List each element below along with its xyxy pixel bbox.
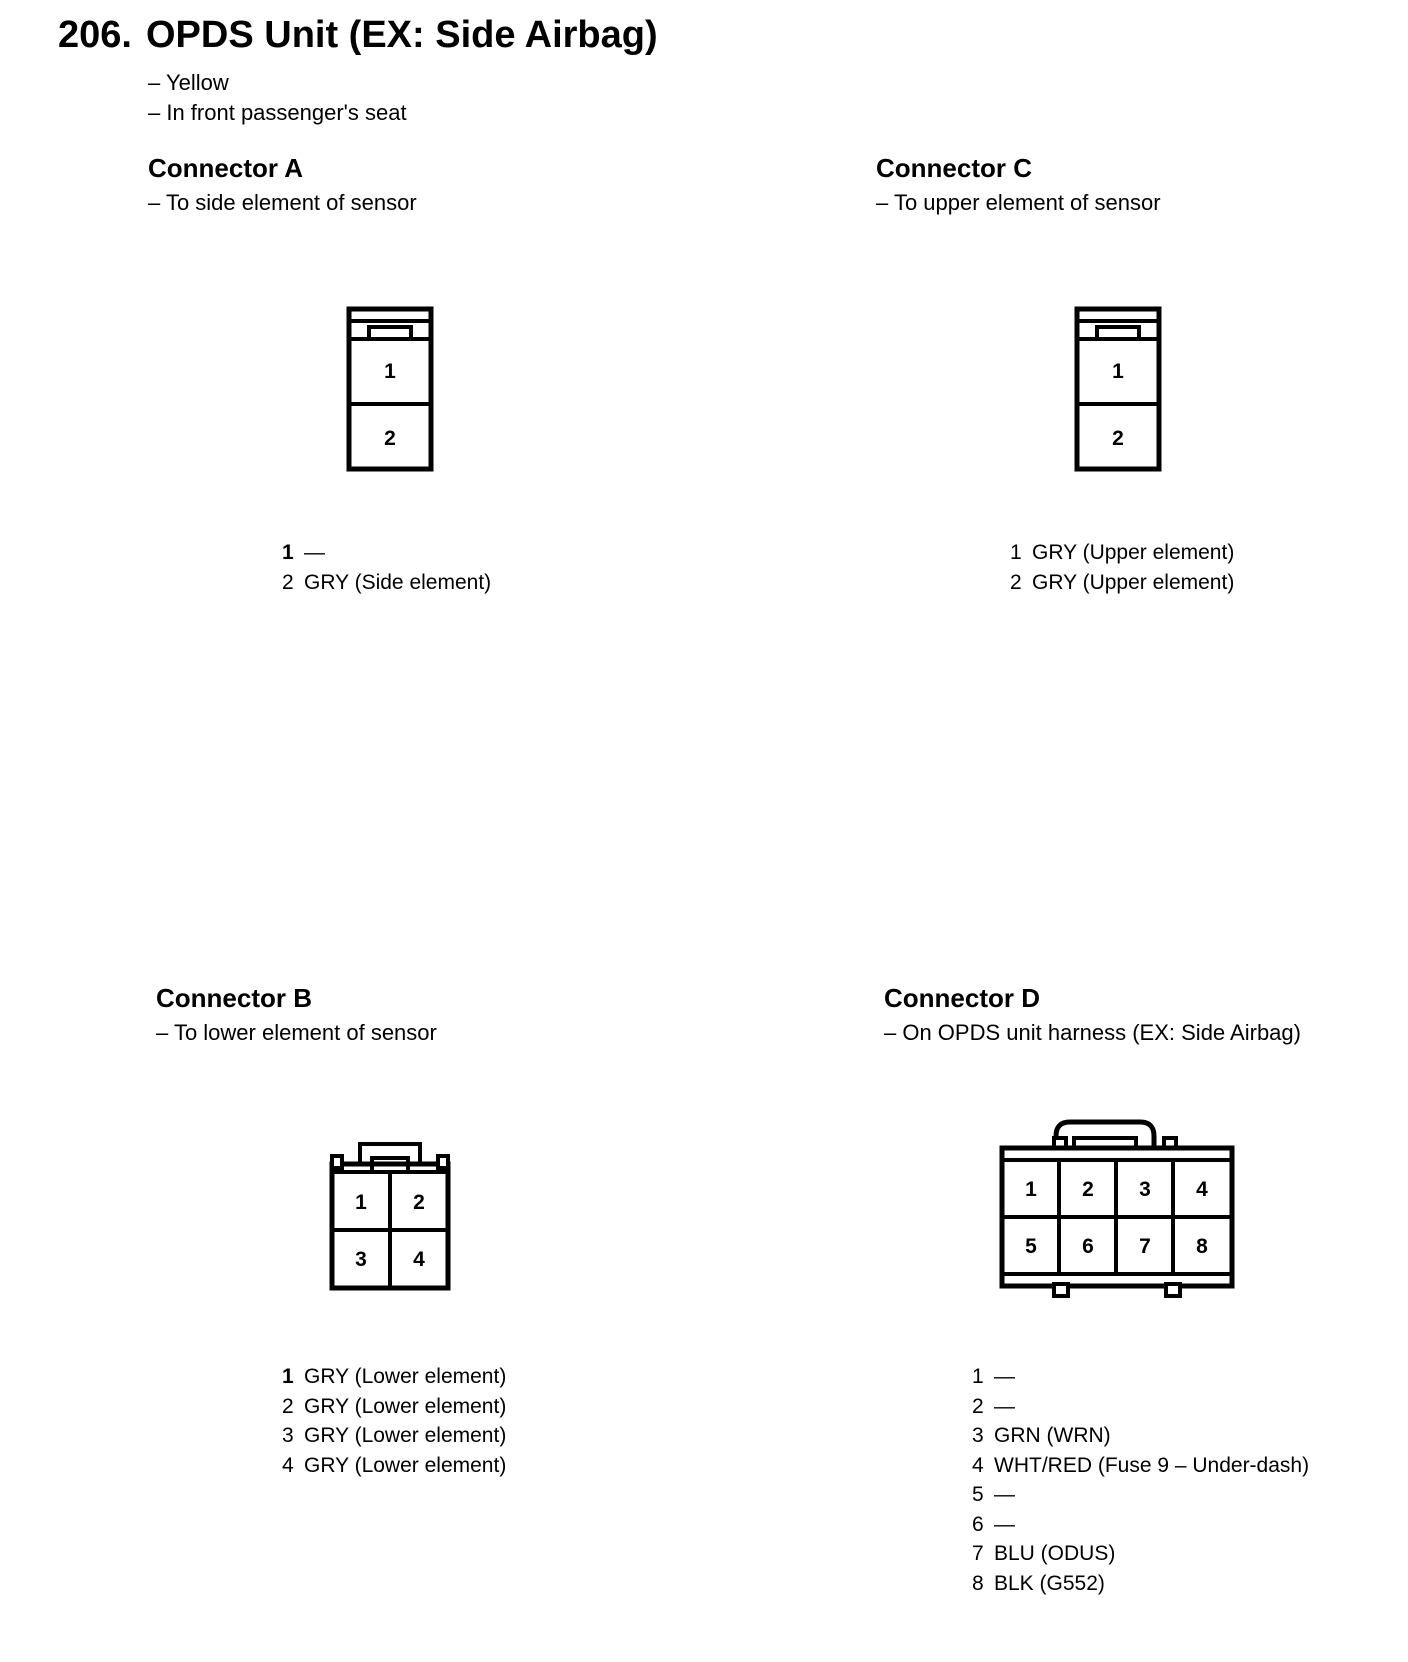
pin-row [282, 1392, 506, 1422]
connector-c-name: Connector C [876, 153, 1032, 183]
pin-wire: WHT/RED (Fuse 9 – Under-dash) [994, 1453, 1310, 1477]
pin-row [972, 1421, 1309, 1451]
connector-c-header [876, 152, 1161, 218]
connector-b-cavity-1: 1 [355, 1191, 367, 1214]
pin-wire: GRY (Lower element) [304, 1365, 507, 1388]
connector-b-header [156, 982, 437, 1048]
pin-wire: GRY (Lower element) [304, 1453, 507, 1477]
connector-d-header [884, 982, 1301, 1048]
pin-number: 8 [972, 1571, 984, 1595]
pin-wire: GRY (Upper element) [1032, 570, 1235, 594]
connector-c-diagram [1073, 305, 1165, 475]
pin-number: 2 [972, 1394, 984, 1418]
connector-a-cavity-1: 1 [384, 360, 396, 383]
connector-a-name: Connector A [148, 153, 304, 183]
pin-number: 6 [972, 1512, 984, 1536]
connector-a-header [148, 152, 417, 218]
connector-d-cavity-1: 1 [1025, 1178, 1037, 1201]
pin-number: 3 [972, 1424, 984, 1447]
connector-a-diagram [345, 305, 437, 475]
section-title: OPDS Unit (EX: Side Airbag) [146, 14, 658, 56]
pin-number: 2 [1010, 570, 1022, 594]
pin-row [972, 1392, 1309, 1422]
connector-b-diagram [328, 1138, 456, 1293]
pin-number: 7 [972, 1542, 984, 1565]
pin-row [1010, 538, 1234, 568]
pin-number: 3 [282, 1424, 294, 1447]
pin-number: 2 [282, 570, 294, 594]
connector-d-cavity-3: 3 [1139, 1178, 1151, 1201]
pin-wire: GRY (Upper element) [1032, 541, 1235, 564]
connector-d-latch [1056, 1122, 1154, 1147]
connector-d-cavity-5: 5 [1025, 1235, 1037, 1258]
pin-row [972, 1480, 1309, 1510]
connector-a-cavity-2: 2 [384, 427, 396, 450]
connector-d-cavity-6: 6 [1082, 1235, 1094, 1258]
connector-d-diagram [998, 1112, 1238, 1312]
pin-number: 1 [282, 1365, 294, 1388]
connector-b-desc: – To lower element of sensor [156, 1020, 437, 1045]
pin-wire: BLU (ODUS) [994, 1542, 1116, 1565]
connector-c-desc: – To upper element of sensor [876, 190, 1161, 215]
pin-row [282, 1362, 506, 1392]
pin-wire: — [994, 1394, 1015, 1418]
connector-b-pin-list [282, 1362, 506, 1480]
connector-b-name: Connector B [156, 983, 312, 1013]
pin-number: 1 [282, 541, 294, 564]
pin-wire: GRY (Lower element) [304, 1394, 507, 1418]
pin-row [1010, 568, 1234, 598]
pin-wire: GRY (Lower element) [304, 1424, 507, 1447]
connector-a-pin-list [282, 538, 491, 597]
page-title [58, 14, 658, 57]
pin-row [972, 1539, 1309, 1569]
pin-row [972, 1362, 1309, 1392]
connector-c-pin-list [1010, 538, 1234, 597]
section-number: 206. [58, 14, 132, 56]
pin-wire: — [994, 1365, 1015, 1388]
pin-wire: — [304, 541, 325, 564]
pin-row [972, 1510, 1309, 1540]
pin-row [282, 538, 491, 568]
connector-c-cavity-1: 1 [1112, 360, 1124, 383]
pin-row [282, 568, 491, 598]
connector-d-cavity-2: 2 [1082, 1178, 1094, 1201]
connector-d-cavity-8: 8 [1196, 1235, 1208, 1258]
connector-d-cavity-7: 7 [1139, 1235, 1151, 1258]
connector-d-cavity-4: 4 [1196, 1178, 1208, 1201]
pin-number: 1 [1010, 541, 1022, 564]
pin-number: 2 [282, 1394, 294, 1418]
pin-row [972, 1451, 1309, 1481]
pin-number: 5 [972, 1483, 984, 1506]
connector-b-cavity-2: 2 [413, 1191, 425, 1214]
connector-d-desc: – On OPDS unit harness (EX: Side Airbag) [884, 1020, 1301, 1045]
connector-b-cavity-3: 3 [355, 1248, 367, 1271]
pin-number: 4 [282, 1453, 294, 1477]
pin-row [282, 1451, 506, 1481]
pin-wire: BLK (G552) [994, 1571, 1105, 1595]
pin-number: 4 [972, 1453, 984, 1477]
pin-number: 1 [972, 1365, 984, 1388]
connector-b-latch [360, 1144, 420, 1164]
pin-row [282, 1421, 506, 1451]
note-location: – In front passenger's seat [148, 100, 407, 125]
pin-row [972, 1569, 1309, 1599]
connector-b-cavity-4: 4 [413, 1248, 425, 1271]
pin-wire: — [994, 1483, 1015, 1506]
connector-d-name: Connector D [884, 983, 1040, 1013]
connector-c-cavity-2: 2 [1112, 427, 1124, 450]
connector-a-desc: – To side element of sensor [148, 190, 417, 215]
pin-wire: — [994, 1512, 1015, 1536]
connector-d-pin-list [972, 1362, 1309, 1598]
unit-notes [148, 68, 407, 128]
note-color: – Yellow [148, 70, 229, 95]
pin-wire: GRN (WRN) [994, 1424, 1111, 1447]
pin-wire: GRY (Side element) [304, 570, 492, 594]
